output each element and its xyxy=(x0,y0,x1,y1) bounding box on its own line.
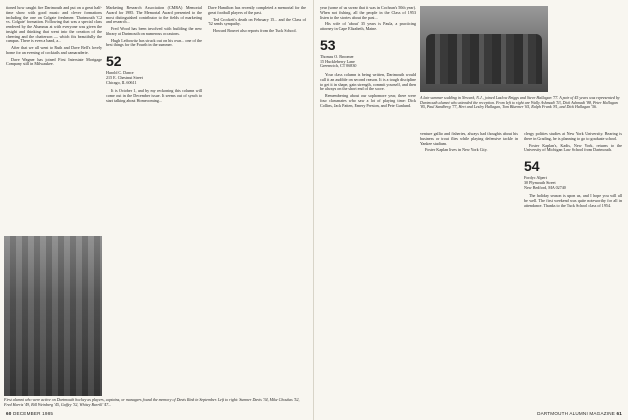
right-column-3 xyxy=(524,132,622,211)
paragraph: venture gallio and fisheries, always had thoughts about his business or trout flies while playing defensive tackle in Yankee stadium. xyxy=(420,131,518,146)
paragraph: Fred Wood has been involved with building the new library at Dartmouth on numerous occasions. xyxy=(106,26,202,36)
reception-group-photo xyxy=(420,6,548,92)
class-secretary-address xyxy=(106,71,202,85)
address-line: 15 Huckleberry Lane xyxy=(320,58,355,64)
photo-detail xyxy=(4,236,102,396)
address-line: Chicago, IL 60611 xyxy=(106,79,137,85)
paragraph: Hugh Leibowitz has struck out on his own... one of the best things for the Fourth in the summer. xyxy=(106,37,202,48)
page-number: 60 xyxy=(6,411,12,416)
issue-date: DECEMBER 1985 xyxy=(13,411,54,416)
paragraph: Foster Kaplan lives in New York City. xyxy=(425,147,488,153)
paragraph: After that we all went to Ruth and Dave Bell's lovely home for an evening of cocktails and camaraderie. xyxy=(6,45,102,55)
secretary-name: Thomas O. Broomer xyxy=(320,53,354,59)
photo-caption: A late summer sodding in Newark, N.J., joined Lazlow Briggs and Steve Hallagan '77. A pair of 45 years was represented by Dartmouth alumni who attended the reception. From left to right are Wally Ashmadi '53, Dick Ashmadi '88, Peter Hallagan '85, Paul Sandberg '77, Hert and Lesley Hallagan, Tom Bluemer '65, Ralph Frank '81, and Dick Hallagan '56. xyxy=(420,95,620,110)
photo-caption: First alumni who were active on Dartmouth hockey as players, captains, or managers found the memory of Davis Rink in September. Left to right: Sumner Davis '34, Mike Choukas '52, Fred Harris '49, Bill Weinberg '45, Gaffey '32, Whitey Burrill '47... xyxy=(4,397,300,407)
magazine-name: DARTMOUTH ALUMNI MAGAZINE xyxy=(537,411,615,416)
address-line: New Bedford, MA 02740 xyxy=(524,184,566,190)
paragraph: clergy polities studies at New York University. Bearing is there in Grading, he is planning to go to graduate school. xyxy=(524,131,622,141)
secretary-name: Fordyc Alpert xyxy=(524,175,547,180)
paragraph: His wife of 'about' 35 years is Paula, a practicing attorney in Cape Elizabeth, Maine. xyxy=(320,21,416,31)
address-line: Greenwich, CT 06830 xyxy=(320,63,357,69)
address-line: 215 E. Chestnut Street xyxy=(106,74,143,80)
paragraph: Remembering about our sophomore year, there were four classmates who saw a lot of playing time: Dick Collins, Jack Patten, Emery Preston, and Pete Gunlund. xyxy=(320,93,416,108)
paragraph: year (some of us swear that it was in Cochran's 50th year). When not fishing, all the people in the Class of 1953 listen to the stories about the past... xyxy=(320,5,416,20)
page-number: 61 xyxy=(616,411,622,416)
left-column-1 xyxy=(6,6,102,69)
paragraph: Dave Wagner has joined First Interstate Mortgage Company still in Milwaukee. xyxy=(6,56,102,67)
paragraph: tioned how caught fire Dartmouth and put on a great half-time show with good music and clever formations including the one on Colgate freshmen: 'Dartmouth 'C2 vs. Colgate' formation. Following that was a special class rendered by the Alumnus at with everyone was given the insight and thinking that went into the creation of the cheering and the chatterson — which fits beautifully the campus. There is even a band, a... xyxy=(6,5,102,44)
paragraph: Dave Hamilton has recently completed a memorial for the great football players of the past. xyxy=(208,5,306,15)
left-footer xyxy=(6,411,53,416)
paragraph: Your class column is being written, Dartmouth would call it an audible on second reason. It is a tough discipline to get it in shape, gain strength, commit yourself, and then be always on the short end of the score. xyxy=(320,72,416,92)
left-column-3 xyxy=(208,6,306,36)
class-year-number: 53 xyxy=(320,36,336,53)
right-footer xyxy=(537,411,622,416)
paragraph: Foster Kaplan's, Kadis, New York, returns to the University of Michigan Law School from Dartmouth. xyxy=(524,142,622,153)
class-secretary-address xyxy=(524,176,622,190)
paragraph: Ted Crockett's death on February 15... and the Class of '52 sends sympathy. xyxy=(208,16,306,27)
paragraph: Marketing Research Association (CMRA) Memorial Award for 1985. The Memorial Award presented to the most distinguished contributor to the fields of marketing and research... xyxy=(106,5,202,25)
right-column-1 xyxy=(320,6,416,110)
hockey-alumni-photo xyxy=(4,236,102,396)
right-column-2 xyxy=(420,132,518,155)
class-year-number: 52 xyxy=(106,53,122,69)
address-line: 30 Plymouth Street xyxy=(524,179,556,185)
class-year-number: 54 xyxy=(524,158,540,174)
right-page xyxy=(314,0,628,420)
photo-detail xyxy=(426,34,542,84)
left-column-2 xyxy=(106,6,202,106)
secretary-name: Harold C. Dance xyxy=(106,70,134,75)
class-secretary-address xyxy=(320,55,416,69)
paragraph: The holiday season is upon us, and I hope you will all be well. The first weekend was quite noteworthy for all in attendance. Thanks to the Tuck School class of 1954. xyxy=(524,193,622,208)
paragraph: Howard Bouvet also reports from the Tuck School. xyxy=(213,28,297,33)
paragraph: It is October 1, and by my reckoning this column will come out in the December issue. It seems out of synch to start talking about Homecoming... xyxy=(106,88,202,103)
